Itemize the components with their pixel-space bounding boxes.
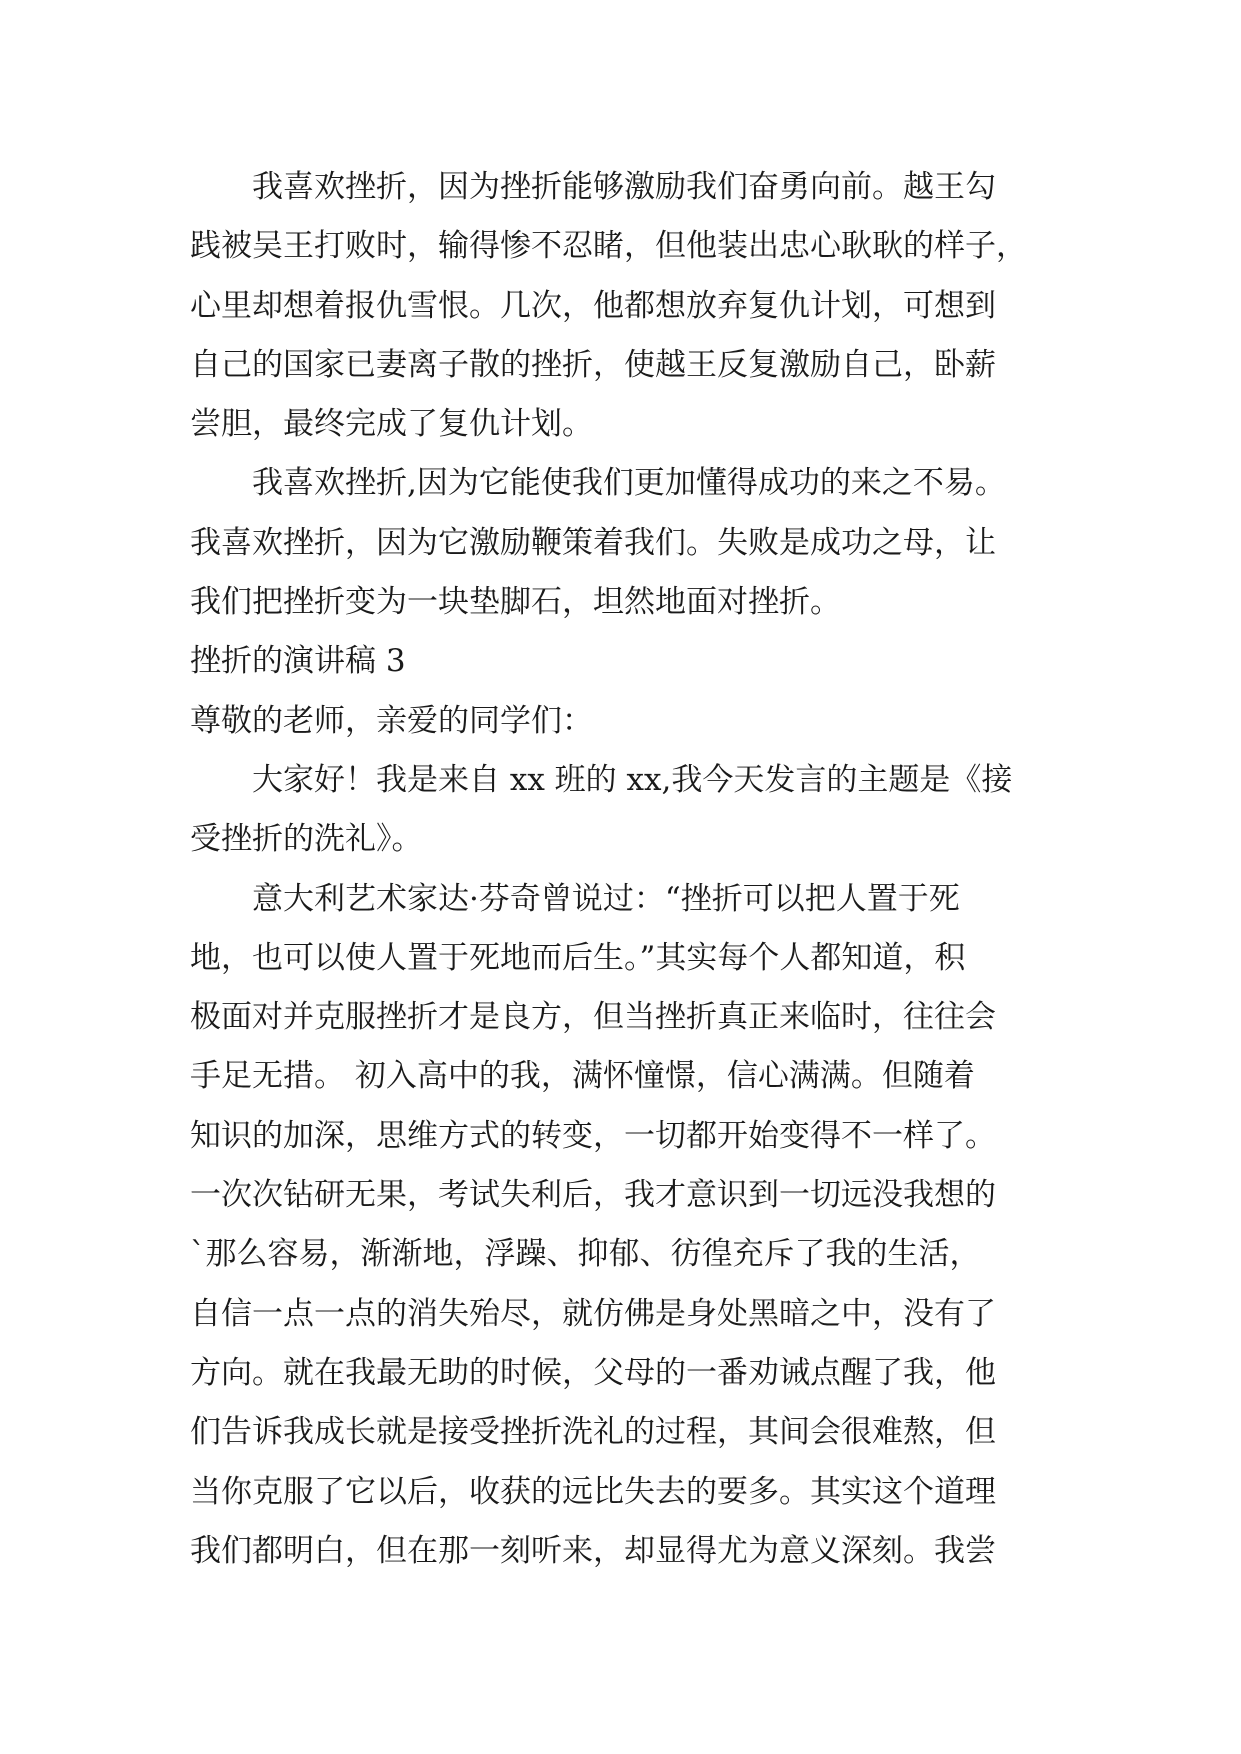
- text-line: 意大利艺术家达·芬奇曾说过：“挫折可以把人置于死: [190, 880, 960, 917]
- text-line: 手足无措。 初入高中的我，满怀憧憬，信心满满。但随着: [190, 1058, 975, 1095]
- text-line: 心里却想着报仇雪恨。几次，他都想放弃复仇计划，可想到: [190, 287, 996, 324]
- text-line: 方向。就在我最无助的时候，父母的一番劝诫点醒了我，他: [190, 1354, 996, 1391]
- text-line: `那么容易，渐渐地，浮躁、抑郁、彷徨充斥了我的生活，: [190, 1236, 981, 1273]
- text-line: 我们都明白，但在那一刻听来，却显得尤为意义深刻。我尝: [190, 1532, 996, 1569]
- text-line: 们告诉我成长就是接受挫折洗礼的过程，其间会很难熬，但: [190, 1414, 996, 1451]
- text-line: 自信一点一点的消失殆尽，就仿佛是身处黑暗之中，没有了: [190, 1295, 996, 1332]
- text-line: 极面对并克服挫折才是良方，但当挫折真正来临时，往往会: [190, 999, 996, 1036]
- text-line: 知识的加深，思维方式的转变，一切都开始变得不一样了。: [190, 1117, 996, 1154]
- text-line: 尝胆，最终完成了复仇计划。: [190, 406, 593, 443]
- text-line: 自己的国家已妻离子散的挫折，使越王反复激励自己，卧薪: [190, 346, 996, 383]
- text-line: 大家好！我是来自 xx 班的 xx,我今天发言的主题是《接: [190, 761, 1013, 798]
- text-line: 我喜欢挫折，因为它激励鞭策着我们。失败是成功之母，让: [190, 524, 996, 561]
- text-line: 践被吴王打败时，输得惨不忍睹，但他装出忠心耿耿的样子，: [190, 228, 1027, 265]
- text-line: 地，也可以使人置于死地而后生。”其实每个人都知道，积: [190, 939, 966, 976]
- text-line: 我喜欢挫折，因为挫折能够激励我们奋勇向前。越王勾: [190, 169, 996, 205]
- text-line: 受挫折的洗礼》。: [190, 821, 423, 858]
- text-line: 我喜欢挫折,因为它能使我们更加懂得成功的来之不易。: [190, 465, 1006, 502]
- text-line: 我们把挫折变为一块垫脚石，坦然地面对挫折。: [190, 584, 841, 621]
- document-body: [190, 158, 1070, 1581]
- text-line: 当你克服了它以后，收获的远比失去的要多。其实这个道理: [190, 1473, 996, 1510]
- section-heading: 挫折的演讲稿 3: [190, 643, 406, 680]
- text-line: 一次次钻研无果，考试失利后，我才意识到一切远没我想的: [190, 1177, 996, 1214]
- salutation-line: 尊敬的老师，亲爱的同学们：: [190, 702, 593, 739]
